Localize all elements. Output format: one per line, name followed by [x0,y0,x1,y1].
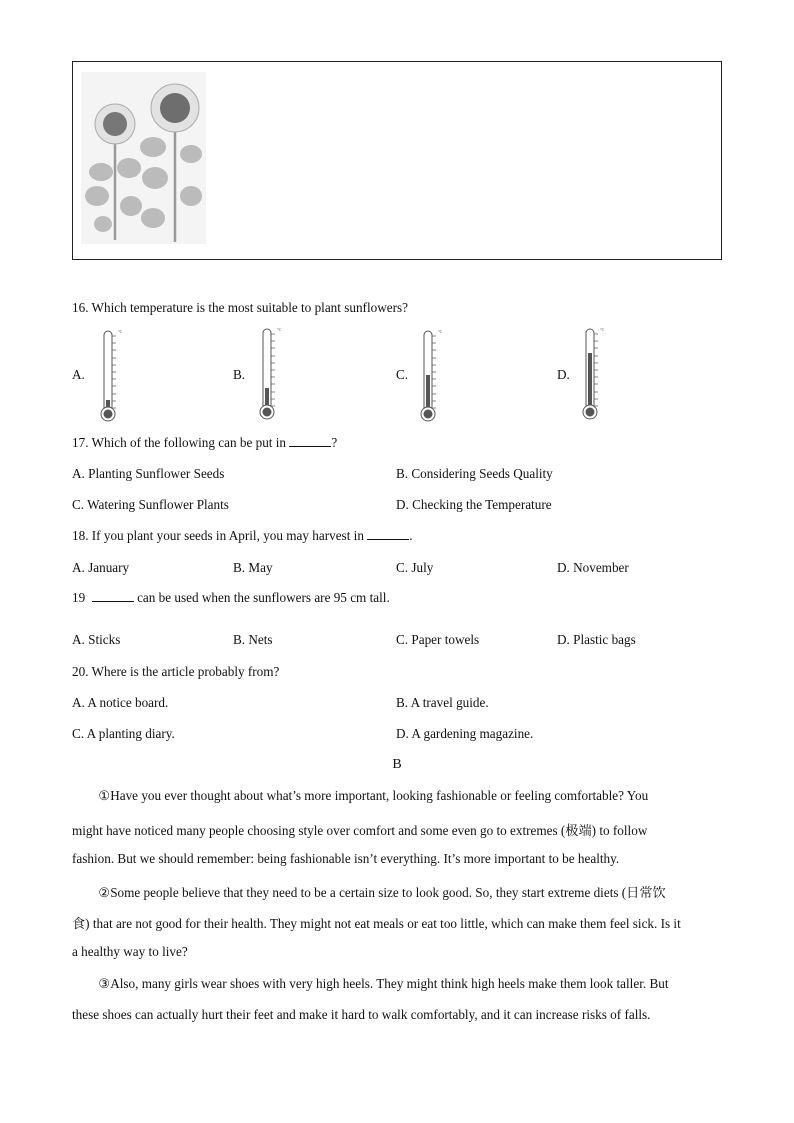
question-text: Which of the following can be put in [91,435,290,450]
option-20-c[interactable]: C. A planting diary. [72,726,175,741]
question-number: 20. [72,664,89,679]
question-17 [72,435,337,451]
svg-text:°C: °C [600,327,605,332]
question-text: can be used when the sunflowers are 95 cm tall. [133,590,390,605]
passage-line: 食) that are not good for their health. They might not eat meals or eat too little, which can make them feel sick. Is it [72,916,681,931]
option-19-a[interactable]: A. Sticks [72,632,121,647]
answer-blank [289,436,331,447]
svg-text:°C: °C [438,329,443,334]
option-18-c[interactable]: C. July [396,560,434,575]
svg-text:°C: °C [277,327,282,332]
option-17-c[interactable]: C. Watering Sunflower Plants [72,497,229,512]
question-number: 17. [72,435,89,450]
option-20-d[interactable]: D. A gardening magazine. [396,726,534,741]
option-18-a[interactable]: A. January [72,560,130,575]
option-20-b[interactable]: B. A travel guide. [396,695,489,710]
option-19-b[interactable]: B. Nets [233,632,273,647]
question-number: 19 [72,590,86,605]
passage-line: fashion. But we should remember: being fashionable isn’t everything. It’s more important to be healthy. [72,851,620,866]
figure-box [72,61,722,260]
svg-text:°C: °C [118,329,123,334]
question-16 [72,300,408,316]
option-19-c[interactable]: C. Paper towels [396,632,480,647]
option-17-b[interactable]: B. Considering Seeds Quality [396,466,553,481]
option-label: C. [396,367,409,382]
question-20 [72,664,279,680]
thermometer-icon-c [418,328,458,423]
question-text: If you plant your seeds in April, you may harvest in [91,528,368,543]
thermometer-icon-d [580,326,620,421]
option-16-d[interactable] [557,367,570,383]
answer-blank [367,529,409,540]
passage-line: these shoes can actually hurt their feet and make it hard to walk comfortably, and it can increase risks of falls. [72,1007,651,1022]
passage-line: ②Some people believe that they need to be a certain size to look good. So, they start extreme diets (日常饮 [72,885,666,900]
answer-blank [92,591,134,602]
option-label: D. [557,367,570,382]
option-18-d[interactable]: D. November [557,560,629,575]
question-number: 16. [72,300,89,315]
option-19-d[interactable]: D. Plastic bags [557,632,636,647]
option-20-a[interactable]: A. A notice board. [72,695,169,710]
thermometer-icon-b [257,326,297,421]
question-text-end: . [409,528,413,543]
option-16-b[interactable] [233,367,245,383]
sunflower-illustration-icon [81,72,206,244]
thermometer-icon-a [98,328,138,423]
question-text-end: ? [331,435,338,450]
passage-line: might have noticed many people choosing style over comfort and some even go to extremes (极端) to follow [72,823,648,838]
question-text: Which temperature is the most suitable to plant sunflowers? [91,300,408,315]
question-18 [72,528,413,544]
option-18-b[interactable]: B. May [233,560,273,575]
section-title: B [392,757,402,772]
option-label: B. [233,367,246,382]
option-16-a[interactable] [72,367,85,383]
question-text: Where is the article probably from? [91,664,280,679]
option-16-c[interactable] [396,367,408,383]
passage-line: a healthy way to live? [72,944,188,959]
question-19 [72,590,390,606]
passage-line: ③Also, many girls wear shoes with very high heels. They might think high heels make them look taller. But [72,976,669,991]
option-17-a[interactable]: A. Planting Sunflower Seeds [72,466,225,481]
option-17-d[interactable]: D. Checking the Temperature [396,497,552,512]
question-number: 18. [72,528,89,543]
option-label: A. [72,367,85,382]
passage-line: ①Have you ever thought about what’s more important, looking fashionable or feeling comfortable? You [72,788,649,803]
